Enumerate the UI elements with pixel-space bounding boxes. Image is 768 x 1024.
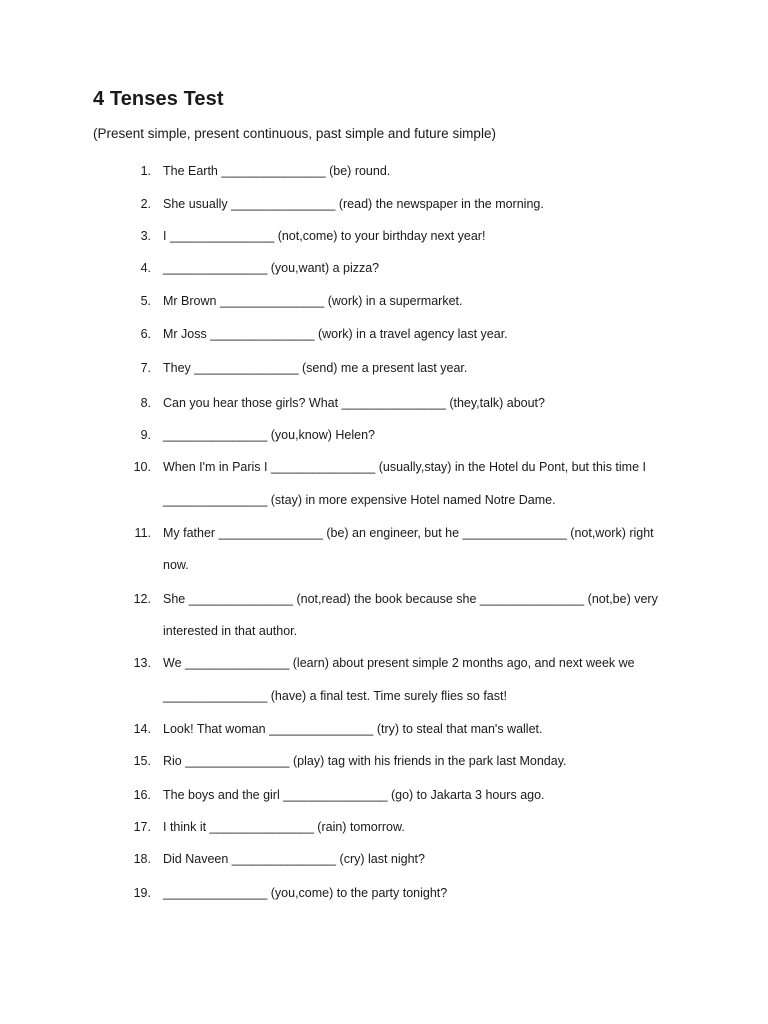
question-text: The boys and the girl _______________ (go) to Jakarta 3 hours ago. [163,788,545,802]
question-text: Rio _______________ (play) tag with his friends in the park last Monday. [163,754,567,768]
question-text: She _______________ (not,read) the book because she _______________ (not,be) very [163,592,658,606]
question-number: 12. [133,592,151,606]
page-subtitle: (Present simple, present continuous, past simple and future simple) [93,126,496,141]
question-number: 5. [140,294,151,308]
question-number: 10. [133,460,151,474]
page-title: 4 Tenses Test [93,88,224,110]
question-number: 18. [133,852,151,866]
question-number: 8. [140,396,151,410]
question-text: I think it _______________ (rain) tomorrow. [163,820,405,834]
question-number: 17. [133,820,151,834]
question-number: 4. [140,261,151,275]
question-number: 9. [140,428,151,442]
question-number: 1. [140,164,151,178]
question-text: _______________ (you,come) to the party tonight? [163,886,448,900]
question-number: 16. [133,788,151,802]
question-text: _______________ (you,know) Helen? [163,428,375,442]
question-text: Mr Joss _______________ (work) in a travel agency last year. [163,327,508,341]
question-number: 7. [140,361,151,375]
question-text: Did Naveen _______________ (cry) last night? [163,852,425,866]
question-text: Look! That woman _______________ (try) to steal that man's wallet. [163,722,543,736]
question-text: _______________ (stay) in more expensive Hotel named Notre Dame. [163,493,556,507]
question-text: _______________ (you,want) a pizza? [163,261,380,275]
question-text: The Earth _______________ (be) round. [163,164,391,178]
question-number: 2. [140,197,151,211]
question-text: We _______________ (learn) about present simple 2 months ago, and next week we [163,656,635,670]
question-text: _______________ (have) a final test. Time surely flies so fast! [163,689,507,703]
question-text: She usually _______________ (read) the newspaper in the morning. [163,197,544,211]
question-number: 6. [140,327,151,341]
question-number: 3. [140,229,151,243]
question-text: Mr Brown _______________ (work) in a supermarket. [163,294,463,308]
question-text: When I'm in Paris I _______________ (usually,stay) in the Hotel du Pont, but this time I [163,460,646,474]
question-number: 19. [133,886,151,900]
question-text: interested in that author. [163,624,298,638]
question-number: 15. [133,754,151,768]
question-number: 13. [133,656,151,670]
question-text: They _______________ (send) me a present last year. [163,361,468,375]
question-text: now. [163,558,189,572]
question-number: 14. [133,722,151,736]
question-text: I _______________ (not,come) to your birthday next year! [163,229,486,243]
question-number: 11. [134,526,151,540]
question-text: Can you hear those girls? What _______________ (they,talk) about? [163,396,545,410]
question-text: My father _______________ (be) an engineer, but he _______________ (not,work) right [163,526,654,540]
